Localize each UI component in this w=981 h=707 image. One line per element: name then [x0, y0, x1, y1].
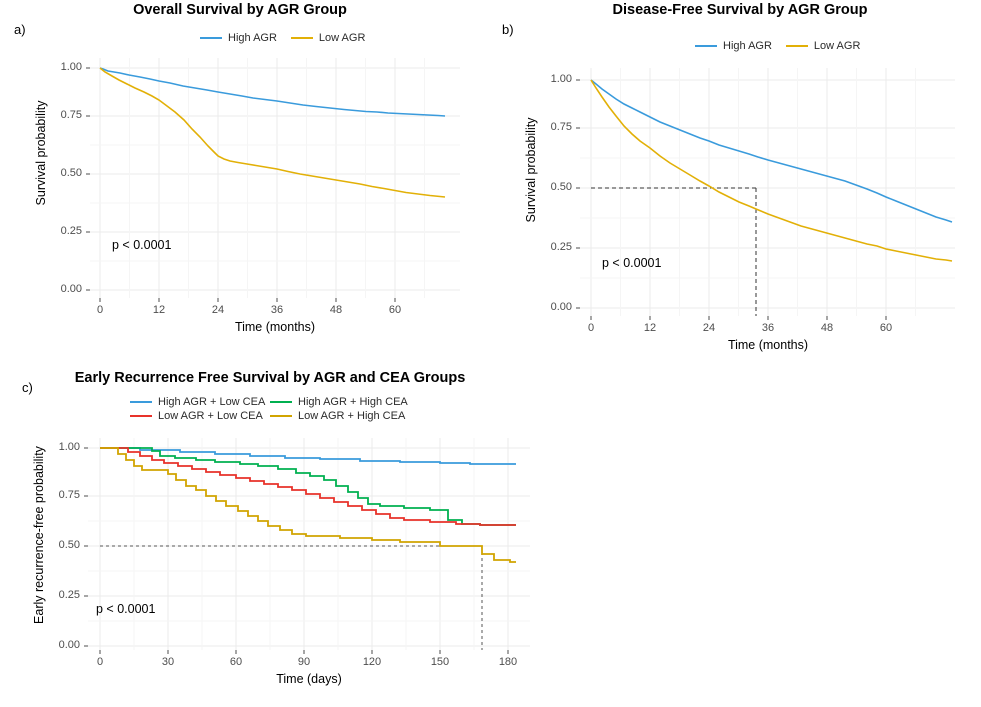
legend-label-low-agr: Low AGR	[318, 32, 366, 44]
panel-a-ytick-1: 0.25	[60, 225, 82, 237]
panel-a-xaxis-label: Time (months)	[234, 320, 316, 334]
legend-label-high-agr-b: High AGR	[723, 40, 772, 52]
panel-b-xtick-1: 12	[643, 322, 657, 334]
panel-b-xaxis-label: Time (months)	[727, 338, 809, 352]
panel-b-xtick-5: 60	[879, 322, 893, 334]
panel-a-ytick-0: 0.00	[60, 283, 82, 295]
panel-c-xtick-0: 0	[96, 656, 104, 668]
panel-a-ytick-2: 0.50	[60, 167, 82, 179]
panel-b-letter: b)	[502, 22, 514, 37]
panel-a-xtick-0: 0	[96, 304, 104, 316]
legend-label-low-agr-b: Low AGR	[813, 40, 861, 52]
panel-c-xtick-5: 150	[430, 656, 450, 668]
panel-c-xtick-1: 30	[161, 656, 175, 668]
panel-c-ytick-0: 0.00	[58, 639, 80, 651]
panel-b-title: Disease-Free Survival by AGR Group	[612, 2, 868, 18]
panel-c-xtick-3: 90	[297, 656, 311, 668]
panel-c-ytick-3: 0.75	[58, 489, 80, 501]
panel-a-xtick-1: 12	[152, 304, 166, 316]
panel-c-pvalue: p < 0.0001	[96, 602, 156, 616]
panel-c-ytick-1: 0.25	[58, 589, 80, 601]
panel-c-letter: c)	[22, 380, 33, 395]
legend-label-low-agr-low-cea: Low AGR + Low CEA	[158, 410, 263, 422]
panel-c-ytick-2: 0.50	[58, 539, 80, 551]
panel-b-ytick-1: 0.25	[550, 241, 572, 253]
panel-a-xtick-3: 36	[270, 304, 284, 316]
panel-a-letter: a)	[14, 22, 26, 37]
panel-c-xtick-4: 120	[362, 656, 382, 668]
panel-b-xtick-2: 24	[702, 322, 716, 334]
panel-a-title: Overall Survival by AGR Group	[133, 2, 347, 18]
panel-c-xtick-6: 180	[498, 656, 518, 668]
legend-label-high-agr: High AGR	[228, 32, 277, 44]
panel-b-disease-free-survival	[490, 0, 981, 365]
panel-b-ytick-2: 0.50	[550, 181, 572, 193]
panel-c-xaxis-label: Time (days)	[276, 672, 342, 686]
panel-b-yaxis-label: Survival probability	[524, 117, 538, 223]
legend-label-high-agr-high-cea: High AGR + High CEA	[298, 396, 408, 408]
panel-c-ytick-4: 1.00	[58, 441, 80, 453]
panel-c-title: Early Recurrence Free Survival by AGR and CEA Groups	[74, 370, 466, 386]
panel-c-yaxis-label: Early recurrence-free probability	[32, 446, 46, 624]
panel-a-xtick-4: 48	[329, 304, 343, 316]
panel-a-yaxis-label: Survival probability	[34, 100, 48, 206]
panel-b-xtick-4: 48	[820, 322, 834, 334]
panel-a-ytick-3: 0.75	[60, 109, 82, 121]
panel-a-pvalue: p < 0.0001	[112, 238, 172, 252]
panel-b-pvalue: p < 0.0001	[602, 256, 662, 270]
panel-b-ytick-3: 0.75	[550, 121, 572, 133]
panel-b-xtick-3: 36	[761, 322, 775, 334]
legend-label-low-agr-high-cea: Low AGR + High CEA	[298, 410, 406, 422]
panel-a-overall-survival	[0, 0, 480, 350]
panel-a-ytick-4: 1.00	[60, 61, 82, 73]
panel-a-xtick-5: 60	[388, 304, 402, 316]
panel-c-early-recurrence-free-survival	[0, 370, 600, 707]
panel-b-ytick-4: 1.00	[550, 73, 572, 85]
panel-a-xtick-2: 24	[211, 304, 225, 316]
panel-b-xtick-0: 0	[587, 322, 595, 334]
legend-label-high-agr-low-cea: High AGR + Low CEA	[158, 396, 266, 408]
panel-c-xtick-2: 60	[229, 656, 243, 668]
panel-b-ytick-0: 0.00	[550, 301, 572, 313]
